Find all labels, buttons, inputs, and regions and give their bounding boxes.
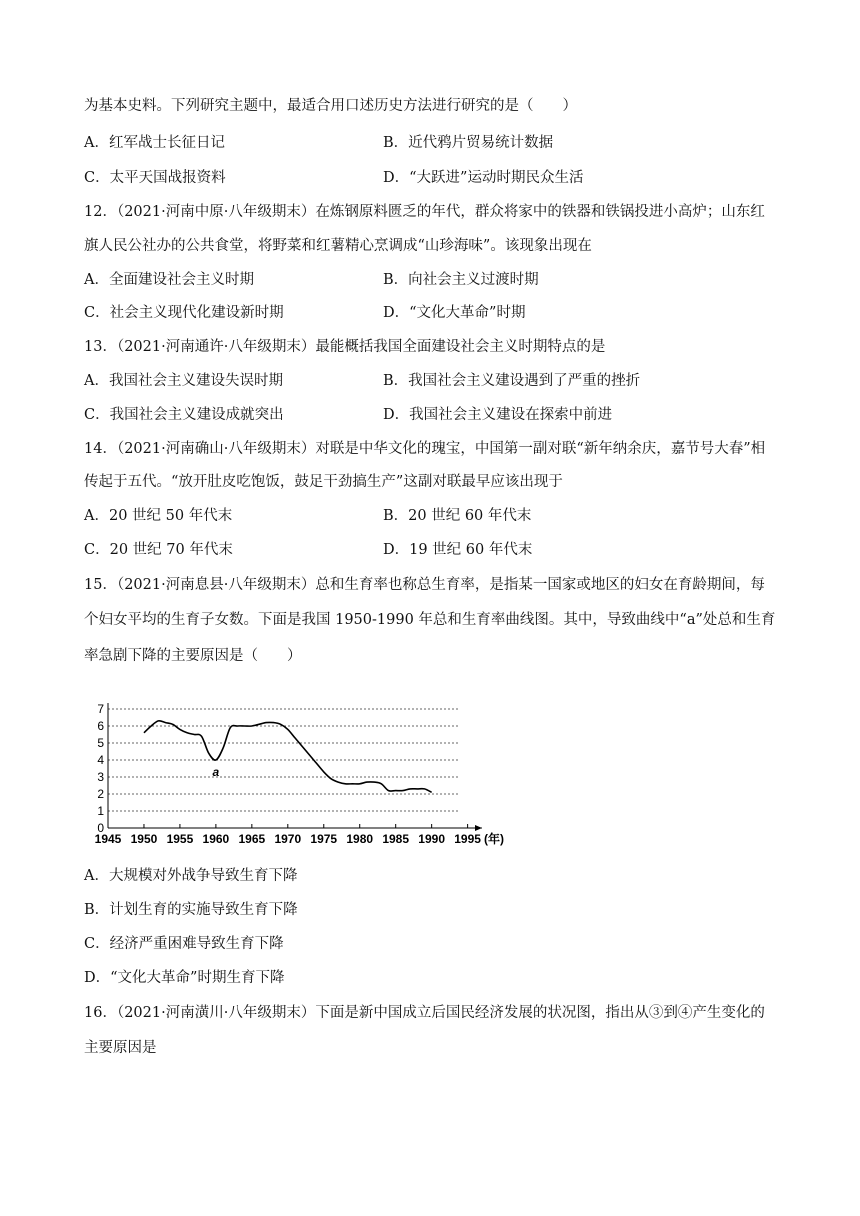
question-16-stem: 16．（2021·河南潢川·八年级期末）下面是新中国成立后国民经济发展的状况图，指出从③到④产生变化的 (84, 1005, 765, 1021)
option-c[interactable]: C．20 世纪 70 年代末 (84, 542, 233, 558)
x-tick-label: 1990 (418, 832, 446, 846)
question-14-stem: 14．（2021·河南确山·八年级期末）对联是中华文化的瑰宝，中国第一副对联“新年纳余庆，嘉节号大春”相 (84, 441, 766, 457)
x-tick-label: 1960 (202, 832, 230, 846)
x-tick-label: 1955 (166, 832, 194, 846)
x-axis-arrow (475, 825, 482, 831)
option-a[interactable]: A．20 世纪 50 年代末 (84, 508, 233, 524)
option-a[interactable]: A．我国社会主义建设失误时期 (84, 373, 283, 389)
annotation-a: a (212, 765, 220, 779)
option-c[interactable]: C．社会主义现代化建设新时期 (84, 305, 284, 321)
option-d[interactable]: D．“文化大革命”时期生育下降 (84, 970, 285, 986)
option-d[interactable]: D．“文化大革命”时期 (383, 305, 526, 321)
option-b[interactable]: B．向社会主义过渡时期 (383, 272, 539, 288)
option-b[interactable]: B．我国社会主义建设遇到了严重的挫折 (383, 373, 641, 389)
x-tick-label: 1995 (454, 832, 481, 846)
question-15-stem: 个妇女平均的生育子女数。下面是我国 1950-1990 年总和生育率曲线图。其中，导致曲线中“a”处总和生育 (84, 612, 776, 628)
y-tick-label: 2 (97, 787, 104, 801)
option-a[interactable]: A．大规模对外战争导致生育下降 (84, 868, 298, 884)
question-13-stem: 13．（2021·河南通许·八年级期末）最能概括我国全面建设社会主义时期特点的是 (84, 339, 606, 355)
fertility-rate-chart (86, 697, 504, 857)
y-tick-label: 1 (97, 804, 104, 818)
y-tick-label: 3 (97, 770, 104, 784)
option-d[interactable]: D．19 世纪 60 年代末 (383, 542, 533, 558)
question-12-stem: 12．（2021·河南中原·八年级期末）在炼钢原料匮乏的年代，群众将家中的铁器和铁锅投进小高炉；山东红 (84, 204, 765, 220)
option-a[interactable]: A．全面建设社会主义时期 (84, 272, 254, 288)
option-b[interactable]: B．计划生育的实施导致生育下降 (84, 902, 298, 918)
fertility-series-line (144, 721, 432, 793)
y-tick-label: 4 (97, 753, 104, 767)
option-c[interactable]: C．我国社会主义建设成就突出 (84, 407, 284, 423)
x-tick-label: 1970 (274, 832, 302, 846)
question-12-stem: 旗人民公社办的公共食堂，将野菜和红薯精心烹调成“山珍海味”。该现象出现在 (84, 238, 592, 254)
y-tick-label: 7 (97, 702, 104, 716)
x-unit-label: (年) (484, 832, 504, 846)
option-d[interactable]: D．我国社会主义建设在探索中前进 (383, 407, 613, 423)
x-tick-label: 1950 (130, 832, 158, 846)
y-tick-label: 6 (97, 719, 104, 733)
x-tick-label: 1945 (94, 832, 122, 846)
option-b[interactable]: B．近代鸦片贸易统计数据 (383, 135, 554, 151)
option-d[interactable]: D．“大跃进”运动时期民众生活 (383, 170, 584, 186)
y-tick-label: 0 (97, 821, 104, 835)
option-c[interactable]: C．经济严重困难导致生育下降 (84, 936, 284, 952)
question-15-stem: 15．（2021·河南息县·八年级期末）总和生育率也称总生育率，是指某一国家或地区的妇女在育龄期间，每 (84, 577, 765, 593)
question-stem-line: 为基本史料。下列研究主题中，最适合用口述历史方法进行研究的是（ ） (84, 98, 577, 114)
question-15-stem: 率急剧下降的主要原因是（ ） (84, 648, 302, 664)
question-16-stem: 主要原因是 (84, 1040, 157, 1056)
y-tick-label: 5 (97, 736, 104, 750)
option-b[interactable]: B．20 世纪 60 年代末 (383, 508, 532, 524)
x-tick-label: 1980 (346, 832, 374, 846)
option-a[interactable]: A．红军战士长征日记 (84, 135, 225, 151)
question-14-stem: 传起于五代。“放开肚皮吃饱饭，鼓足干劲搞生产”这副对联最早应该出现于 (84, 474, 563, 490)
x-tick-label: 1985 (382, 832, 410, 846)
option-c[interactable]: C．太平天国战报资料 (84, 170, 226, 186)
x-tick-label: 1965 (238, 832, 266, 846)
x-tick-label: 1975 (310, 832, 338, 846)
